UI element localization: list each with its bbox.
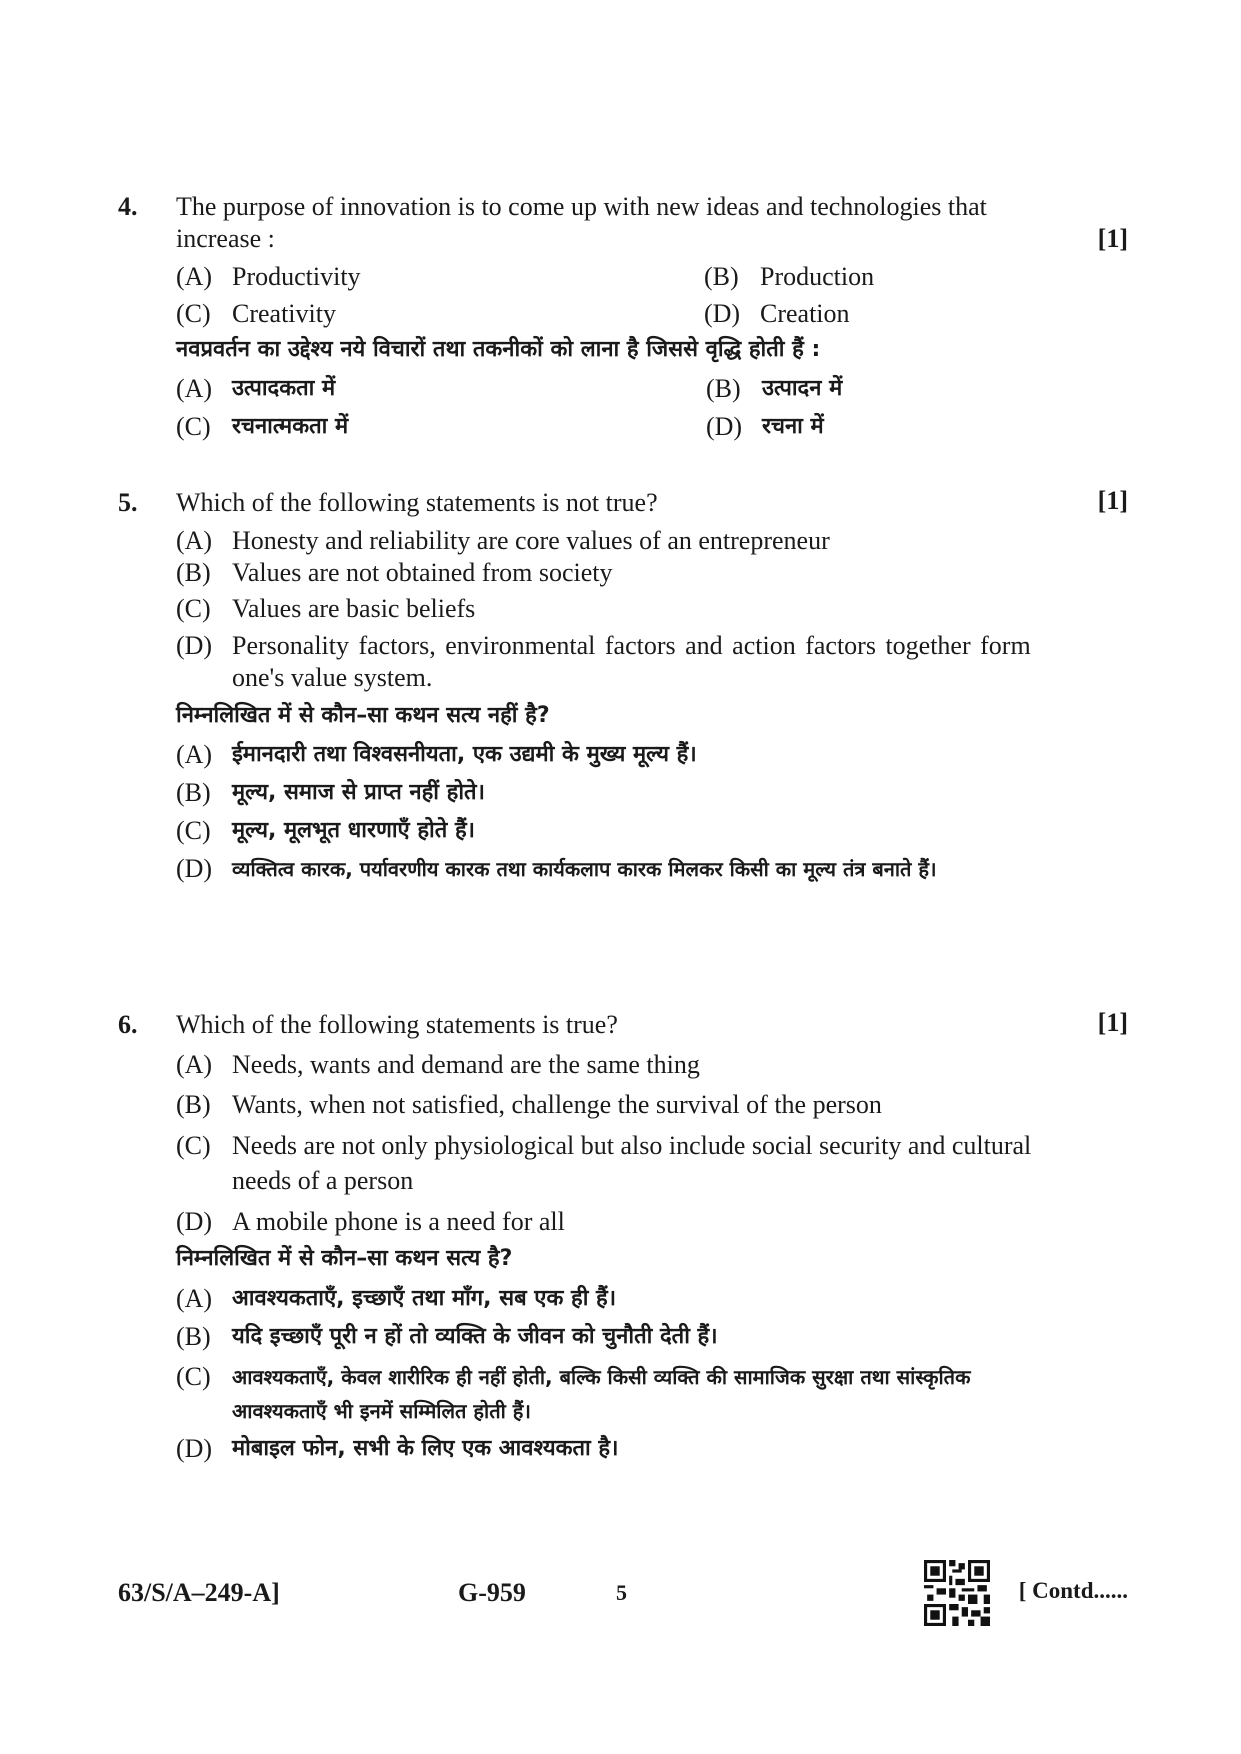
option-text-hi-cont: आवश्यकताएँ भी इनमें सम्मिलित होती हैं।: [232, 1399, 531, 1423]
question-text-en: Which of the following statements is true?: [176, 1010, 618, 1039]
option-label: (B): [176, 558, 211, 587]
option-text-cont: needs of a person: [232, 1166, 414, 1195]
option-label: (B): [176, 1322, 211, 1351]
option-text-cont: one's value system.: [232, 663, 433, 692]
option-text: Creativity: [232, 299, 336, 328]
option-text-hi: रचनात्मकता में: [232, 414, 349, 439]
question-text-hi: नवप्रवर्तन का उद्देश्य नये विचारों तथा तकनीकों को लाना है जिससे वृद्धि होती हैं :: [176, 337, 821, 362]
marks: [1]: [1097, 224, 1128, 253]
option-label: (C): [176, 594, 211, 623]
option-label: (B): [176, 1090, 211, 1119]
option-text-hi: मूल्य, समाज से प्राप्त नहीं होते।: [232, 780, 485, 805]
question-text-en: Which of the following statements is not true?: [176, 488, 658, 517]
qr-code-icon: [924, 1560, 990, 1626]
option-text: Honesty and reliability are core values of an entrepreneur: [232, 526, 830, 555]
option-label: (C): [176, 412, 211, 441]
option-text-hi: मोबाइल फोन, सभी के लिए एक आवश्यकता है।: [232, 1436, 619, 1461]
option-label: (C): [176, 1131, 211, 1160]
option-label: (D): [176, 854, 213, 883]
option-text: Needs are not only physiological but also include social security and cultural: [232, 1131, 1032, 1160]
option-label: (A): [176, 526, 213, 555]
option-text: Wants, when not satisfied, challenge the survival of the person: [232, 1090, 882, 1119]
question-text-en-cont: increase :: [176, 224, 275, 253]
option-label: (C): [176, 1362, 211, 1391]
option-label: (A): [176, 1050, 213, 1079]
option-text-hi: रचना में: [762, 414, 824, 439]
option-label: (A): [176, 374, 213, 403]
page-footer: [118, 1560, 1128, 1630]
question-number: 6.: [118, 1010, 138, 1039]
option-text: Productivity: [232, 262, 361, 291]
option-text: Creation: [760, 299, 850, 328]
option-label: (D): [176, 1434, 213, 1463]
option-text: Production: [760, 262, 875, 291]
question-number: 5.: [118, 488, 138, 517]
marks: [1]: [1097, 486, 1128, 515]
option-label: (A): [176, 1284, 213, 1313]
option-text-hi: उत्पादन में: [762, 376, 843, 401]
option-text: Personality factors, environmental factors and action factors together form: [232, 631, 1031, 660]
option-text-hi: आवश्यकताएँ, केवल शारीरिक ही नहीं होती, बल्कि किसी व्यक्ति की सामाजिक सुरक्षा तथा सांस्कृतिक: [232, 1365, 971, 1389]
question-text-en: The purpose of innovation is to come up with new ideas and technologies that: [176, 192, 987, 221]
option-label: (A): [176, 740, 213, 769]
option-label: (D): [704, 299, 741, 328]
paper-code: 63/S/A–249-A]: [118, 1578, 280, 1607]
option-label: (C): [176, 299, 211, 328]
option-label: (A): [176, 262, 213, 291]
option-text-hi: मूल्य, मूलभूत धारणाएँ होते हैं।: [232, 818, 475, 843]
option-label: (B): [704, 262, 739, 291]
series-code: G-959: [458, 1578, 526, 1607]
option-text-hi: यदि इच्छाएँ पूरी न हों तो व्यक्ति के जीवन को चुनौती देती हैं।: [232, 1324, 718, 1349]
option-label: (B): [176, 778, 211, 807]
option-label: (C): [176, 816, 211, 845]
question-text-hi: निम्नलिखित में से कौन–सा कथन सत्य नहीं है?: [176, 703, 550, 728]
option-text: Values are not obtained from society: [232, 558, 613, 587]
continued-label: [ Contd......: [1018, 1578, 1128, 1603]
option-label: (B): [706, 374, 741, 403]
page-number: 5: [616, 1580, 627, 1605]
option-text: A mobile phone is a need for all: [232, 1207, 565, 1236]
option-label: (D): [176, 1207, 213, 1236]
option-label: (D): [706, 412, 743, 441]
option-text-hi: ईमानदारी तथा विश्वसनीयता, एक उद्यमी के मुख्य मूल्य हैं।: [232, 742, 697, 767]
option-text-hi: उत्पादकता में: [232, 376, 336, 401]
option-text: Needs, wants and demand are the same thing: [232, 1050, 700, 1079]
option-text: Values are basic beliefs: [232, 594, 476, 623]
option-text-hi: व्यक्तित्व कारक, पर्यावरणीय कारक तथा कार्यकलाप कारक मिलकर किसी का मूल्य तंत्र बनाते हैं।: [232, 857, 937, 881]
question-text-hi: निम्नलिखित में से कौन–सा कथन सत्य है?: [176, 1246, 513, 1271]
marks: [1]: [1097, 1008, 1128, 1037]
option-text-hi: आवश्यकताएँ, इच्छाएँ तथा माँग, सब एक ही हैं।: [232, 1286, 617, 1311]
question-number: 4.: [118, 192, 138, 221]
option-label: (D): [176, 631, 213, 660]
